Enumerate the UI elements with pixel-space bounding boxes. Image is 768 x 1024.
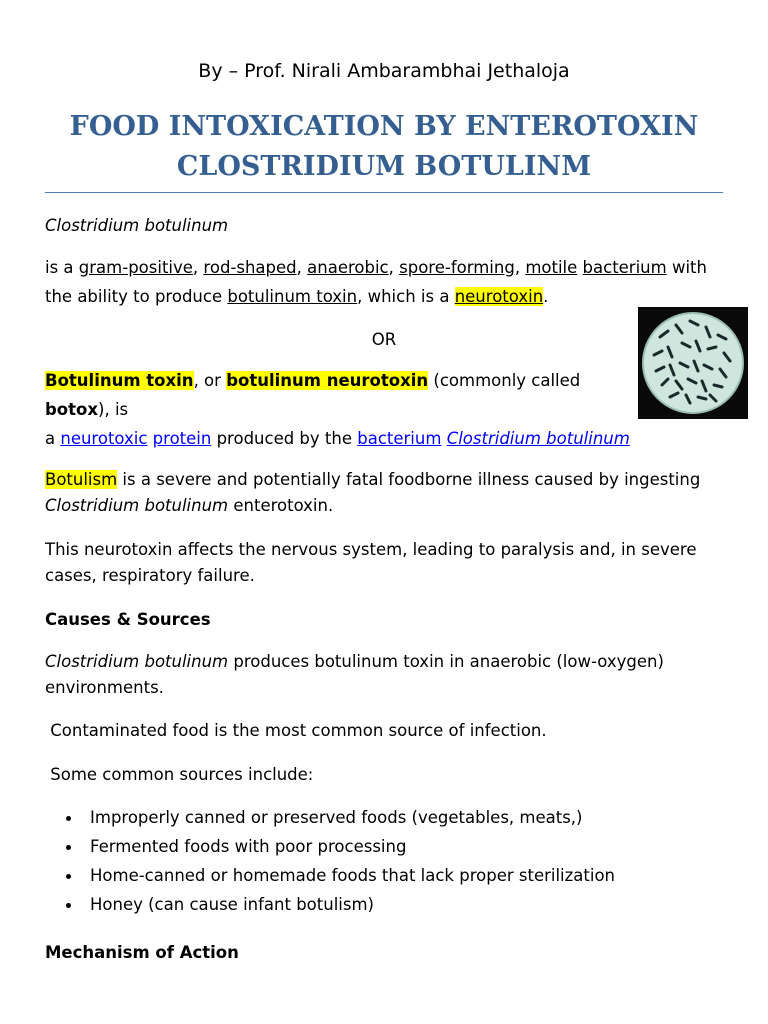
text: , which is a [357, 287, 455, 306]
or-separator: OR [371, 330, 397, 349]
link-clostridium-botulinum[interactable]: Clostridium botulinum [446, 429, 630, 448]
text: , [388, 258, 400, 277]
contaminated-food-line: Contaminated food is the most common source of infection. [45, 721, 547, 740]
text: produced by the [211, 429, 358, 448]
text: is a [45, 258, 79, 277]
organism-heading: Clostridium botulinum [45, 216, 229, 235]
text: a [45, 429, 61, 448]
bullet-icon [66, 874, 71, 879]
text: produces botulinum toxin in anaerobic (low-oxygen) [228, 652, 664, 671]
botulism-paragraph [45, 467, 735, 519]
list-item [60, 890, 740, 919]
text: is a severe and potentially fatal foodborne illness caused by ingesting [117, 470, 701, 489]
link-protein[interactable]: protein [152, 429, 212, 448]
term-rod-shaped: rod-shaped [203, 258, 297, 277]
bullet-icon [66, 845, 71, 850]
title-line-2: CLOSTRIDIUM BOTULINM [176, 151, 592, 182]
text: , [514, 258, 526, 277]
term-bacterium: bacterium [582, 258, 667, 277]
list-item-text: Fermented foods with poor processing [90, 837, 407, 856]
list-item [60, 803, 740, 832]
term-gram-positive: gram-positive [78, 258, 193, 277]
list-item [60, 861, 740, 890]
text: environments. [45, 678, 164, 697]
micrograph-svg [638, 307, 748, 419]
term-spore-forming: spore-forming [399, 258, 515, 277]
sources-list [60, 803, 740, 919]
term-botulinum-toxin-bold: Botulinum toxin [45, 371, 194, 390]
title-line-1: FOOD INTOXICATION BY ENTEROTOXIN [69, 111, 699, 142]
list-item-text: Home-canned or homemade foods that lack proper sterilization [90, 866, 616, 885]
causes-paragraph [45, 649, 735, 701]
link-bacterium[interactable]: bacterium [357, 429, 442, 448]
term-neurotoxin: neurotoxin [454, 287, 544, 306]
mechanism-heading: Mechanism of Action [45, 943, 239, 962]
title-divider [45, 192, 723, 193]
list-item-text: Improperly canned or preserved foods (vegetables, meats,) [90, 808, 583, 827]
term-botox: botox [45, 400, 99, 419]
term-botulism: Botulism [45, 470, 118, 489]
text: . [543, 287, 549, 306]
bullet-icon [66, 903, 71, 908]
author-line: By – Prof. Nirali Ambarambhai Jethaloja [198, 60, 570, 82]
alt-definition-paragraph [45, 366, 635, 453]
list-item-text: Honey (can cause infant botulism) [90, 895, 374, 914]
term-anaerobic: anaerobic [307, 258, 389, 277]
text: ), is [98, 400, 129, 419]
definition-paragraph [45, 253, 735, 311]
organism-name: Clostridium botulinum [45, 496, 229, 515]
text: (commonly called [428, 371, 581, 390]
text: , [192, 258, 204, 277]
term-botulinum-neurotoxin: botulinum neurotoxin [226, 371, 429, 390]
text: the ability to produce [45, 287, 228, 306]
bullet-icon [66, 816, 71, 821]
sources-intro-line: Some common sources include: [45, 765, 314, 784]
list-item [60, 832, 740, 861]
term-botulinum-toxin: botulinum toxin [227, 287, 358, 306]
bacteria-micrograph-image [638, 307, 748, 419]
text: , [296, 258, 308, 277]
neurotoxin-effects-paragraph [45, 537, 735, 589]
causes-heading: Causes & Sources [45, 610, 211, 629]
term-motile: motile [525, 258, 578, 277]
text: This neurotoxin affects the nervous system, leading to paralysis and, in severe [45, 540, 697, 559]
text: cases, respiratory failure. [45, 566, 255, 585]
text: with [666, 258, 707, 277]
link-neurotoxic[interactable]: neurotoxic [60, 429, 148, 448]
text: , or [193, 371, 227, 390]
text: enterotoxin. [228, 496, 334, 515]
organism-name: Clostridium botulinum [45, 652, 229, 671]
